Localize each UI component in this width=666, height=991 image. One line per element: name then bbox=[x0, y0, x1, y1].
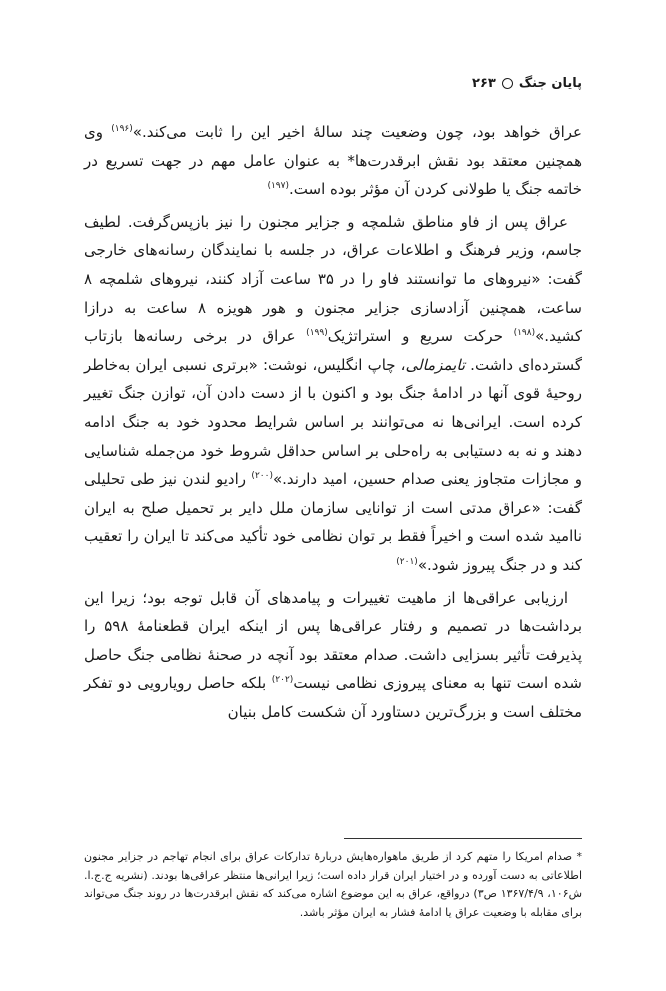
paragraph-text: ، چاپ انگلیس، نوشت: «برتری نسبی ایران به‌خاطر روحیهٔ قوی آنها در ادامهٔ جنگ بود و اکنون با از دست دادن آن، توازن جنگ تغییر کرده است. ایرانی‌ها نه می‌توانند بر اساس شرایط محدود خود به جنگ ادامه دهند و نه به دستیابی به راه‌حلی بر اساس حداقل شروط خود من‌جمله شناسایی و مجازات متجاوز یعنی صدام حسین، امید دارند.» bbox=[84, 355, 583, 489]
footnote: * صدام امریکا را متهم کرد از طریق ماهواره‌هایش دربارهٔ تدارکات عراق برای انجام تهاجم در جزایر مجنون اطلاعاتی به دست آورده و در اختیار ایران قرار داده است؛ زیرا ایرانی‌ها منتظر عراقی‌ها بودند. (نشریه ج.ج.ا. ش۱۰۶، ۱۳۶۷/۴/۹ ص۳) درواقع، عراق به این موضوع اشاره می‌کند که نقش ابرقدرت‌ها در روند جنگ می‌تواند برای مقابله با وضعیت عراق یا ادامهٔ فشار به ایران مؤثر باشد. bbox=[84, 850, 583, 919]
running-title: پایان جنگ bbox=[518, 76, 582, 91]
circle-ornament-icon bbox=[502, 78, 513, 89]
page-number: ۲۶۳ bbox=[472, 76, 496, 91]
paragraph-text: عراق پس از فاو مناطق شلمچه و جزایر مجنون را نیز بازپس‌گرفت. لطیف جاسم، وزیر فرهنگ و اطلاعات عراق، در جلسه با نمایندگان رسانه‌های خارجی گفت: «نیروهای ما توانستند فاو را در ۳۵ ساعت آزاد کنند، نیروهای شلمچه ۸ ساعت، همچنین آزادسازی جزایر مجنون و هور هویزه ۸ ساعت به درازا کشید.» bbox=[84, 212, 583, 346]
paragraph-text: حرکت سریع و استراتژیک bbox=[327, 327, 514, 346]
paragraph-text: بلکه حاصل رویارویی دو تفکر مختلف است و بزرگ‌ترین دستاورد آن شکست کامل بنیان bbox=[84, 674, 582, 721]
paragraph bbox=[84, 584, 582, 727]
paragraph-text: عراق در برخی رسانه‌ها بازتاب گسترده‌ای داشت. bbox=[84, 327, 582, 374]
body-text bbox=[84, 118, 582, 726]
reference-number: (۱۹۶) bbox=[111, 124, 133, 134]
reference-number: (۲۰۱) bbox=[396, 556, 418, 567]
paragraph-text: ارزیابی عراقی‌ها از ماهیت تغییرات و پیامدهای آن قابل توجه بود؛ زیرا این برداشت‌ها در تصمیم و رفتار عراقی‌ها پس از اینکه ایران قطعنامهٔ ۵۹۸ را پذیرفت تأثیر بسزایی داشت. صدام معتقد بود آنچه در صحنهٔ نظامی جنگ حاصل شده است تنها به معنای پیروزی نظامی نیست bbox=[84, 588, 582, 693]
running-header bbox=[472, 76, 582, 91]
paragraph bbox=[84, 208, 582, 580]
publication-name: تایمزمالی bbox=[405, 355, 466, 374]
footnote-divider bbox=[344, 838, 582, 839]
reference-number: (۱۹۹) bbox=[306, 328, 328, 339]
paragraph bbox=[84, 118, 582, 204]
reference-number: (۱۹۸) bbox=[513, 328, 536, 339]
reference-number: (۲۰۲) bbox=[271, 675, 294, 686]
paragraph-text: رادیو لندن نیز طی تحلیلی گفت: «عراق مدتی است از توانایی سازمان ملل دایر بر تحمیل صلح به ایران ناامید شده است و اخیراً فقط بر توان نظامی خود تأکید می‌کند تا ایران را تعقیب کند و در جنگ پیروز شود.» bbox=[84, 470, 582, 574]
reference-number: (۱۹۷) bbox=[267, 181, 289, 192]
paragraph-text: عراق خواهد بود، چون وضعیت چند سالهٔ اخیر این را ثابت می‌کند.» bbox=[132, 123, 582, 141]
paragraph-text: وی همچنین معتقد بود نقش ابرقدرت‌ها* به عنوان عامل مهم در جهت تسریع در خاتمه جنگ یا طولانی کردن آن مؤثر بوده است. bbox=[84, 123, 582, 199]
reference-number: (۲۰۰) bbox=[251, 471, 273, 482]
